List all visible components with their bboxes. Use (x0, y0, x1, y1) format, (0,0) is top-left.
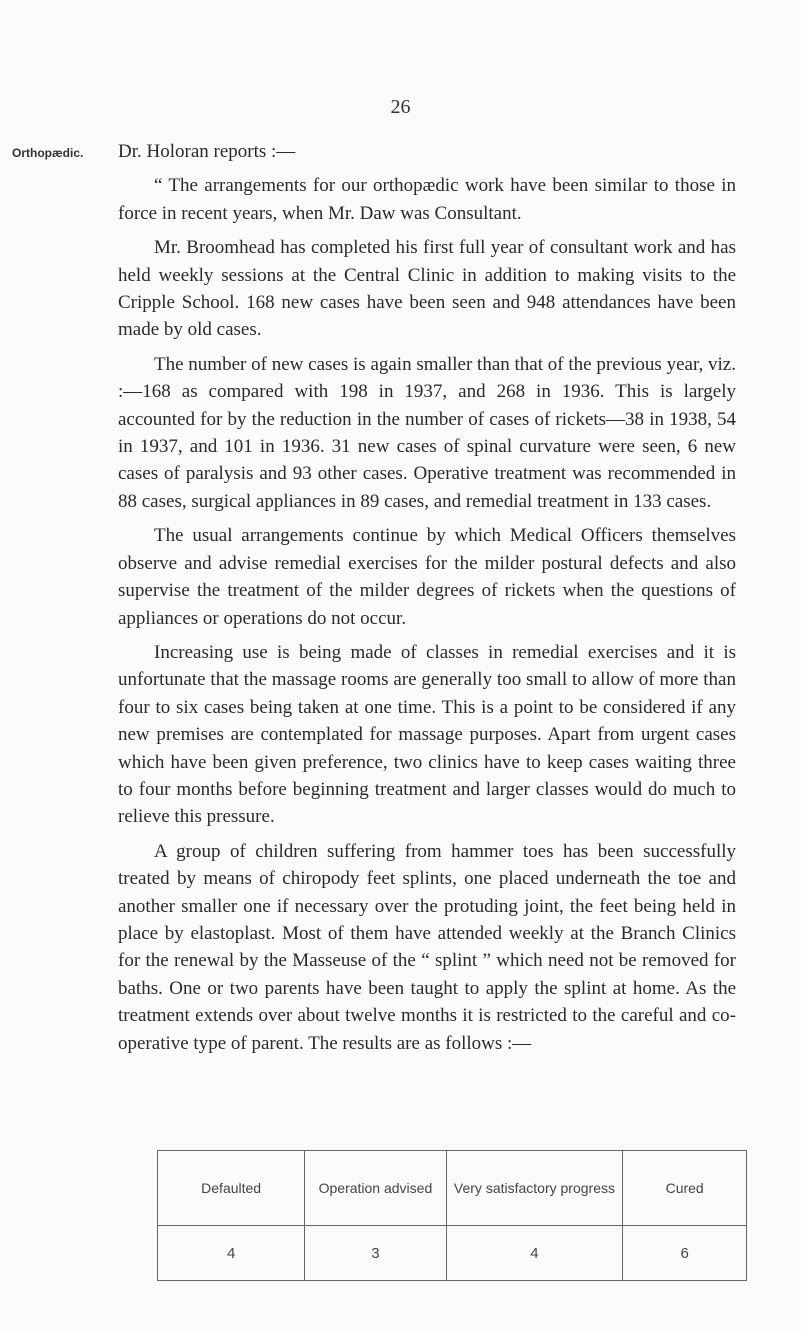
page-number: 26 (390, 96, 411, 118)
paragraph-intro: Dr. Holoran reports :— (118, 141, 296, 162)
paragraph: Increasing use is being made of classes in remedial exercises and it is unfortunate that the massage rooms are generally too small to allow of more than four to six cases being taken at one time. This is a point to be considered if any new premises are contemplated for massage purposes. Apart from urgent cases which have been given preference, two clinics have to keep cases waiting three to four months before beginning treatment and larger classes would do much to relieve this pressure. (118, 641, 736, 828)
paragraph: Mr. Broomhead has completed his first full year of consultant work and has held weekly sessions at the Central Clinic in addition to making visits to the Cripple School. 168 new cases have been seen and 948 attendances have been made by old cases. (118, 237, 736, 341)
cell-cured: 6 (623, 1226, 747, 1281)
header-cured: Cured (623, 1151, 747, 1226)
paragraph: The number of new cases is again smaller than that of the previous year, viz. :—168 as compared with 198 in 1937, and 268 in 1936. This is largely accounted for by the reduction in the number of cases of rickets—38 in 1938, 54 in 1937, and 101 in 1936. 31 new cases of spinal curvature were seen, 6 new cases of paralysis and 93 other cases. Operative treatment was recommended in 88 cases, surgical appliances in 89 cases, and remedial treatment in 133 cases. (118, 353, 736, 512)
paragraph: The usual arrangements continue by which Medical Officers themselves observe and advise remedial exercises for the milder postural defects and also supervise the treatment of the milder degrees of rickets when the questions of appliances or operations do not occur. (118, 525, 736, 629)
results-table (157, 1150, 747, 1281)
margin-note: Orthopædic. (12, 146, 84, 160)
cell-defaulted: 4 (158, 1226, 305, 1281)
table-header-row (158, 1151, 747, 1226)
paragraph: A group of children suffering from hammer toes has been successfully treated by means of chiropody feet splints, one placed underneath the toe and another smaller one if necessary over the protuding joint, the feet being held in place by elastoplast. Most of them have attended weekly at the Branch Clinics for the renewal by the Masseuse of the “ splint ” which need not be removed for baths. One or two parents have been taught to apply the splint at home. As the treatment extends over about twelve months it is restricted to the careful and co-operative type of parent. The results are as follows :— (118, 840, 736, 1054)
paragraph: “ The arrangements for our orthopædic work have been similar to those in force in recent years, when Mr. Daw was Consultant. (118, 175, 736, 224)
cell-operation-advised: 3 (305, 1226, 446, 1281)
report-body (118, 138, 736, 1064)
table-row (158, 1226, 747, 1281)
cell-very-satisfactory: 4 (446, 1226, 623, 1281)
header-operation-advised: Operation advised (305, 1151, 446, 1226)
header-very-satisfactory: Very satisfactory progress (446, 1151, 623, 1226)
header-defaulted: Defaulted (158, 1151, 305, 1226)
